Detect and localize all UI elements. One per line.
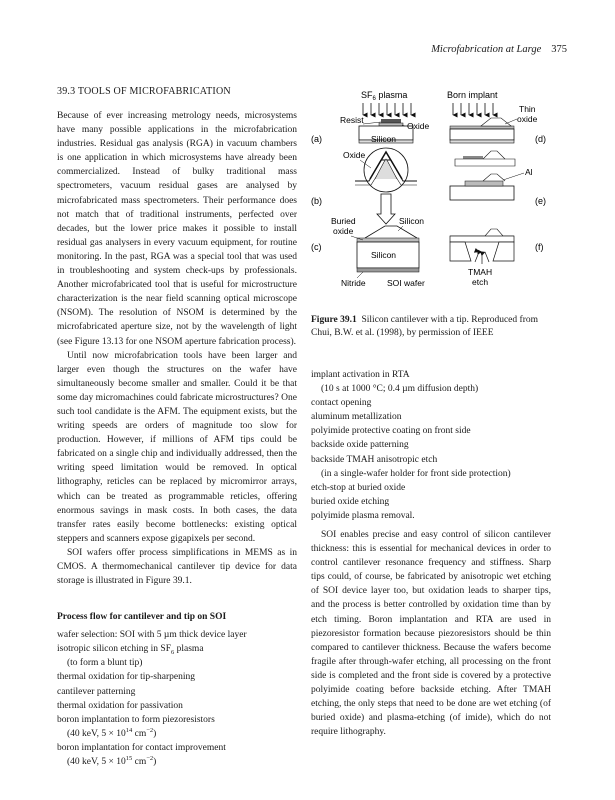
section-heading: 39.3 TOOLS OF MICROFABRICATION	[57, 86, 231, 97]
oxide-block	[379, 123, 403, 126]
paragraph-soi: SOI wafers offer process simplifications in MEMS as in CMOS. A thermomechanical cantilever tip device for data storage is illustrated in Figure 39.1.	[57, 547, 297, 587]
plasma-arrows	[363, 103, 411, 115]
process-step: backside TMAH anisotropic etch	[311, 454, 438, 465]
paragraph-tools: Until now microfabrication tools have been larger and larger even though the structures on the wafer have simultaneously become smaller and smaller. Could it be that some day micromachines could fabricate microstructures? One such tool candidate is the AFM. The equipment exists, but the writing speeds are orders of magnitude too slow for production. However, if millions of AFM tips could be fabricated on a single chip and individually addressed, then the writing speed limitation would be removed. In optical lithography, reticles can be replaced by micromirror arrays, which can be treated as programmable reticles, offering enormous savings in mask costs. In both cases, the data transfer rates easily become bottlenecks: existing optical steppers and scanners expose gigapixels per second.	[57, 350, 297, 544]
process-step: wafer selection: SOI with 5 µm thick device layer	[57, 630, 247, 641]
label-silicon-b: Silicon	[399, 216, 425, 226]
process-step: cantilever patterning	[57, 686, 136, 697]
process-step: implant activation in RTA	[311, 370, 410, 380]
right-column-steps	[311, 368, 551, 523]
process-step: buried oxide etching	[311, 496, 390, 507]
label-buried-oxide: oxide	[333, 226, 354, 236]
process-step: etch-stop at buried oxide	[311, 482, 406, 493]
label-oxide-b: Oxide	[343, 150, 366, 160]
process-step: (40 keV, $5 \times 10^{14}$ $cm^{-2}$)	[67, 726, 157, 739]
wafer-d-bottom	[450, 140, 514, 143]
left-column	[57, 86, 297, 769]
process-step: (to form a blunt tip)	[67, 658, 143, 669]
process-step: backside oxide patterning	[311, 440, 409, 451]
process-step: contact opening	[311, 398, 372, 409]
paragraph-soi-control: SOI enables precise and easy control of silicon cantilever thickness: this is essential for mechanical devices in order to control cantilever resonance frequency and stiffness. Sharp tips could, of course, be fabricated by anisotropic wet etching of SOI device layer too, but oxidation leads to sharper tips, and the process is better controlled by oxidation time than by etch timing. Boron implantation and RTA are used in piezoresistor formation because piezoresistors should be thin compared to cantilever thickness. Because the wafers become fragile after through-wafer etching, all processing on the front side is completed and the front side is covered by a protective polyimide coating before backside etching. After TMAH etching, the only steps that need to be done are wet etching (of buried oxide) and plasma-etching (of imide), which do not require lithography.	[311, 530, 551, 738]
nitride-layer	[357, 268, 419, 272]
label-resist: Resist	[340, 115, 364, 125]
label-silicon-c: Silicon	[371, 250, 397, 260]
label-b: (b)	[311, 196, 322, 206]
process-step: aluminum metallization	[311, 412, 402, 423]
running-head	[431, 44, 567, 55]
tmah-arrows	[475, 252, 489, 264]
process-flow-heading: Process flow for cantilever and tip on SOI	[57, 612, 227, 623]
label-soi-wafer: SOI wafer	[387, 278, 425, 288]
process-step: isotropic silicon etching in $SF_6$ plasma	[57, 644, 204, 657]
process-step: boron implantation to form piezoresistors	[57, 714, 215, 725]
process-step: thermal oxidation for passivation	[57, 700, 183, 711]
process-step: boron implantation for contact improvement	[57, 742, 226, 753]
label-thin-oxide: oxide	[517, 114, 538, 124]
running-head-title: Microfabrication at Large	[431, 44, 542, 55]
figure-39-1	[305, 86, 557, 312]
label-c: (c)	[311, 242, 322, 252]
implant-arrows	[453, 103, 493, 115]
label-al: Al	[525, 167, 533, 177]
tip-d	[481, 118, 511, 126]
wafer-e	[450, 186, 514, 200]
label-tmah-etch: etch	[472, 277, 489, 287]
page-number: 375	[551, 44, 567, 55]
label-a: (a)	[311, 134, 322, 144]
label-thin: Thin	[519, 104, 536, 114]
label-silicon-a: Silicon	[371, 134, 397, 144]
process-step: (in a single-wafer holder for front side protection)	[321, 468, 511, 479]
caption-text: Silicon cantilever with a tip. Reproduced from Chui, B.W. et al. (1998), by permission of IEEE	[311, 315, 538, 338]
caption-label: Figure 39.1	[311, 315, 357, 325]
label-nitride: Nitride	[341, 278, 366, 288]
label-tmah: TMAH	[468, 267, 493, 277]
process-step: thermal oxidation for tip-sharpening	[57, 672, 195, 683]
label-oxide-top: Oxide	[407, 121, 430, 131]
thin-oxide-layer	[450, 126, 514, 129]
process-arrow	[377, 194, 395, 224]
label-d: (d)	[535, 134, 546, 144]
label-sf6-plasma: $SF_6$ plasma	[361, 90, 408, 102]
label-e: (e)	[535, 196, 546, 206]
label-born-implant: Born implant	[447, 90, 498, 100]
wafer-d	[450, 129, 514, 140]
process-step: polyimide plasma removal.	[311, 510, 415, 521]
cantilever-f	[450, 236, 514, 242]
figure-diagram	[305, 86, 557, 312]
process-step: polyimide protective coating on front side	[311, 426, 471, 437]
figure-caption	[311, 314, 551, 340]
process-step: (10 s at 1000 °C; 0.4 µm diffusion depth)	[321, 384, 479, 395]
process-step: (40 keV, $5 \times 10^{15}$ $cm^{-2}$)	[67, 754, 157, 768]
paragraph-rga: Because of ever increasing metrology needs, microsystems have many possible applications in the microfabrication industries. Residual gas analysis (RGA) in vacuum chambers is one application in which microsystems have already been commercialized. Instead of bulky traditional mass spectrometers, vacuum residual gases are analysed by microfabricated mass spectrometers. Their performance does not match that of traditional instruments, perfected over decades, but the lower price makes it possible to install residual gas analysers in every vacuum equipment, for routine monitoring. In the past, RGA was a special tool that was used in troubleshooting and system check-ups by professionals. Another microfabricated tool that is useful for microstructure characterization is the near field scanning optical microscope (NSOM). The resolution of NSOM is determined by the microfabricated aperture size, not by the wavelength of light (see Figure 13.13 for one NSOM aperture fabrication process).	[57, 111, 297, 347]
right-column-text	[311, 528, 551, 739]
label-f: (f)	[535, 242, 544, 252]
resist-block	[381, 119, 401, 123]
al-contact	[463, 156, 483, 159]
buried-oxide-layer	[357, 238, 419, 242]
label-buried: Buried	[331, 216, 356, 226]
